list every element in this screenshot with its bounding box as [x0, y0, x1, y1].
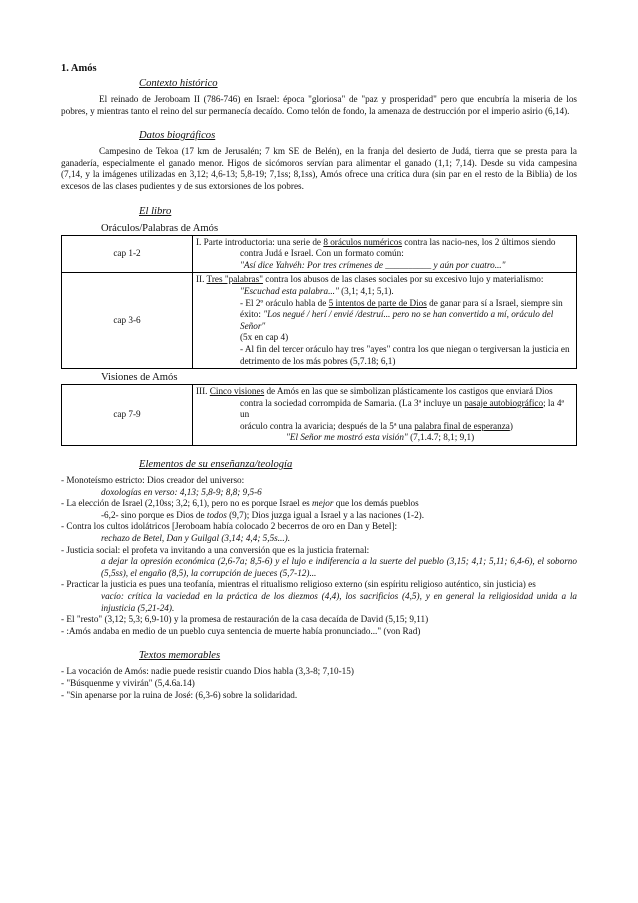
text: - :Amós andaba en medio de un pueblo cuya sentencia de muerte había pronunciado..." (von Rad)	[61, 625, 421, 636]
text: contra las nacio-nes, los 2 últimos siendo	[401, 236, 556, 247]
text: rechazo de Betel, Dan y Guilgal (3,14; 4,4; 5,5s...).	[101, 533, 290, 544]
text: "Escuchad esta palabra..."	[240, 285, 339, 296]
text: Tres "palabras"	[206, 274, 263, 285]
text: vacío: crítica la vaciedad en la práctica de los diezmos (4,4), los sacrificios (4,5), y en general la religiosidad unida a la injusticia (5,21-24).	[101, 591, 577, 613]
text: mejor	[312, 498, 334, 509]
section-title-libro: El libro	[139, 205, 172, 217]
section-title-textos: Textos memorables	[139, 650, 221, 662]
list-item	[61, 475, 577, 498]
section-title-contexto: Contexto histórico	[139, 78, 218, 89]
visiones-table	[61, 384, 577, 446]
text: - Contra los cultos idolátricos [Jeroboam había colocado 2 becerros de oro en Dan y Betel]:	[61, 521, 398, 532]
list-item	[61, 521, 577, 544]
text: contra la sociedad corrompida de Samaria. (La 3ª incluye un	[240, 397, 465, 408]
text: 5 intentos de parte de Dios	[328, 297, 427, 308]
textos-list	[61, 666, 577, 701]
text: palabra final de esperanza	[414, 420, 510, 431]
table-row	[62, 385, 577, 446]
text: doxologías en verso: 4,13; 5,8-9; 8,8; 9,5-6	[101, 486, 262, 497]
text: III.	[196, 386, 210, 397]
text: - El 2º oráculo habla de	[240, 297, 329, 308]
document-page	[61, 62, 577, 701]
list-item: - La vocación de Amós: nadie puede resistir cuando Dios habla (3,3-8; 7,10-15)	[61, 666, 354, 677]
text: - La elección de Israel (2,10ss; 3,2; 6,1), pero no es porque Israel es	[61, 498, 313, 509]
text: (3,1; 4,1; 5,1).	[338, 285, 394, 296]
text: (9,7); Dios juzga igual a Israel y a las naciones (1-2).	[226, 509, 425, 520]
row-content	[193, 235, 577, 273]
text: - El "resto" (3,12; 5,3; 6,9-10) y la promesa de restauración de la casa decaída de David (5,15; 9,11)	[61, 614, 429, 625]
chapter-heading: 1. Amós	[61, 63, 97, 74]
text: ; la 4ª un	[240, 397, 564, 420]
text: a dejar la opresión económica (2,6-7a; 8,5-6) y el lujo e indiferencia a la suerte del pueblo (3,15; 4,1; 5,11; 6,4-6), el soborno (5,5ss), el engaño (8,5), la corrupción de jueces (5,7-12)...	[101, 556, 577, 578]
text: pasaje autobiográfico	[464, 397, 544, 408]
text: contra los abusos de las clases sociales por su excesivo lujo y materialismo:	[262, 274, 544, 285]
text: )	[509, 420, 513, 431]
text: - Monoteísmo estricto: Dios creador del universo:	[61, 475, 245, 486]
list-item: - "Búsquenme y vivirán" (5,4.6a.14)	[61, 677, 195, 688]
section-title-datos: Datos biográficos	[139, 130, 216, 142]
list-item	[61, 545, 577, 580]
text: que los demás pueblos	[333, 498, 419, 509]
text: contra Judá e Israel. Con un formato común:	[240, 248, 404, 259]
list-item	[61, 626, 577, 638]
list-item	[61, 579, 577, 614]
text: - Al fin del tercer oráculo hay tres "ayes" contra los que niegan o tergiversan la justicia en	[240, 343, 570, 354]
oraculos-title: Oráculos/Palabras de Amós	[101, 222, 219, 234]
row-content	[193, 385, 577, 446]
row-content	[193, 273, 577, 369]
text: de Amós en las que se simbolizan plásticamente los castigos que enviará Dios	[264, 386, 553, 397]
text: "Los negué / herí / envié /destruí... pero no se han convertido a mí, oráculo del Señor"	[240, 309, 554, 331]
text: "Así dice Yahvéh: Por tres crímenes de __________ y aún por cuatro..."	[240, 259, 506, 270]
row-label: cap 7-9	[62, 385, 193, 446]
text: I. Parte introductoria: una serie de	[196, 236, 324, 247]
text: 8 oráculos numéricos	[323, 236, 402, 247]
text: -6,2- sino porque es Dios de	[101, 509, 207, 520]
text: éxito:	[240, 309, 264, 320]
text: - Practicar la justicia es pues una teofanía, mientras el ritualismo religioso externo (sin espíritu religioso auténtico, sin justicia) es	[61, 579, 536, 590]
text: detrimento de los más pobres (5,7.18; 6,1)	[240, 355, 396, 366]
text: de ganar para sí a Israel, siempre sin	[426, 297, 563, 308]
text: - Justicia social: el profeta va invitando a una conversión que es la justicia fraternal:	[61, 544, 370, 555]
oraculos-table	[61, 235, 577, 370]
text: oráculo contra la avaricia; después de la 5ª una	[240, 420, 415, 431]
list-item	[61, 498, 577, 521]
text: (5x en cap 4)	[240, 332, 289, 343]
table-row	[62, 235, 577, 273]
list-item	[61, 614, 577, 626]
row-label: cap 1-2	[62, 235, 193, 273]
section-title-elementos: Elementos de su enseñanza/teología	[139, 459, 293, 471]
text: "El Señor me mostró esta visión"	[286, 432, 408, 443]
text: II.	[196, 274, 207, 285]
visiones-title: Visiones de Amós	[101, 372, 178, 384]
datos-paragraph: Campesino de Tekoa (17 km de Jerusalén; 7 km SE de Belén), en la franja del desierto de Judá, tierra que se presta para la ganadería, especialmente el ganado menor. Higos de sicómoros servían para alimentar el ganado (1,1; 7,14). Desde su vida campesina (7,14, y la imágenes utilizadas en 3,12; 4,6-13; 5,8-19; 7,1ss; 8,1ss), Amós ofrece una crítica dura (sin par en el resto de la Biblia) de los excesos de las clases pudientes y de sus extorsiones de los pobres.	[61, 146, 577, 191]
row-label: cap 3-6	[62, 273, 193, 369]
elementos-list	[61, 475, 577, 637]
text: (7,1.4.7; 8,1; 9,1)	[407, 432, 475, 443]
text: Cinco visiones	[209, 386, 265, 397]
text: todos	[206, 509, 227, 520]
table-row	[62, 273, 577, 369]
contexto-paragraph: El reinado de Jeroboam II (786-746) en Israel: época "gloriosa" de "paz y prosperidad" pero que encubría la miseria de los pobres, y mientras tanto el reino del sur permanecía decaído. Como telón de fondo, la amenaza de destrucción por el imperio asirio (6,14).	[61, 94, 577, 116]
list-item: - "Sin apenarse por la ruina de José: (6,3-6) sobre la solidaridad.	[61, 689, 298, 700]
